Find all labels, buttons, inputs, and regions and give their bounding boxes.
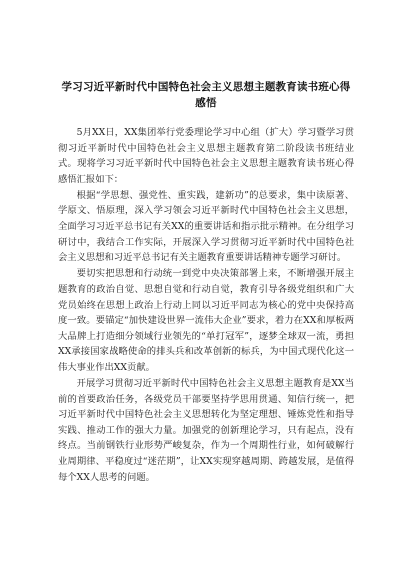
paragraph: 根据“学思想、强党性、重实践，建新功”的总要求，集中读原著、学原文、悟原理，深入学习领会习近平新时代中国特色社会主义思想，全面学习习近平总书记有关XX的重要讲话和指示批示精神。在分组学习研讨中，我结合工作实际，开展深入学习贯彻习近平新时代中国特色社会主义思想和习近平总书记有关主题教育重要讲话精神专题学习研讨。	[58, 189, 354, 264]
document-body	[58, 125, 354, 486]
document-title: 学习习近平新时代中国特色社会主义思想主题教育读书班心得感悟	[61, 81, 351, 109]
paragraph: 开展学习贯彻习近平新时代中国特色社会主义思想主题教育是XX当前的首要政治任务，各级党员干部要坚持学思用贯通、知信行统一，把习近平新时代中国特色社会主义思想转化为坚定理想、锤炼党性和指导实践、推动工作的强大力量。加强党的创新理论学习，只有起点，没有终点。当前钢铁行业形势严峻复杂，作为一个周期性行业，如何破解行业周期律、平稳度过“迷茫期”，让XX实现穿越周期、跨越发展，是值得每个XX人思考的问题。	[58, 378, 354, 483]
paragraph: 5月XX日，XX集团举行党委理论学习中心组（扩大）学习暨学习贯彻习近平新时代中国特色社会主义思想主题教育第二阶段读书班结业式。现将学习习近平新时代中国特色社会主义思想主题教育读书班心得感悟汇报如下：	[58, 127, 354, 185]
paragraph: 要切实把思想和行动统一到党中央决策部署上来，不断增强开展主题教育的政治自觉、思想自觉和行动自觉，教育引导各级党组织和广大党员始终在思想上政治上行动上同以习近平同志为核心的党中央保持高度一致。要锚定“加快建设世界一流伟大企业”要求，着力在XX和厚板两大品牌上打造细分领域行业领先的“单打冠军”，逐梦全球双一流，勇担XX承接国家战略使命的排头兵和改革创新的标兵，为中国式现代化这一伟大事业作出XX贡献。	[58, 268, 354, 373]
